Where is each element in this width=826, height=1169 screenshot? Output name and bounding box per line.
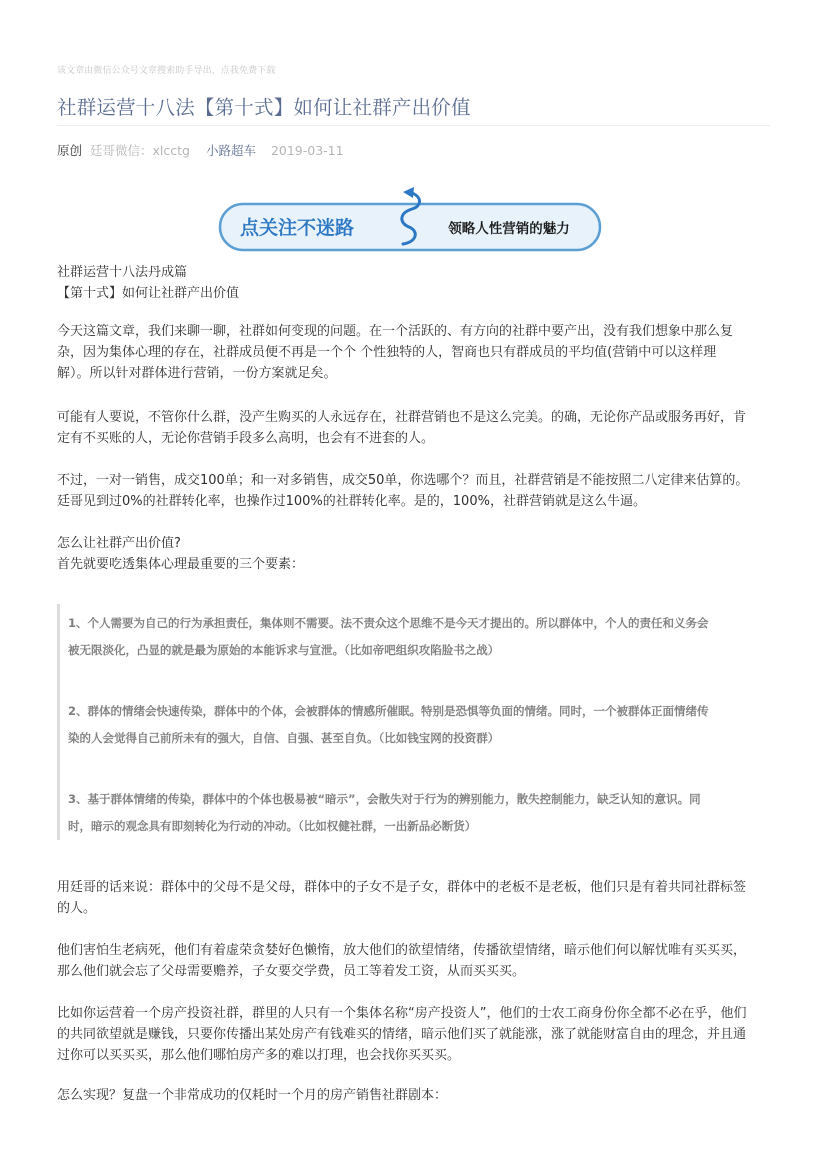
paragraph-example xyxy=(57,1003,769,1066)
text-line: 那么他们就会忘了父母需要赡养，子女要交学费，员工等着发工资，从而买买买。 xyxy=(57,964,526,979)
series-heading xyxy=(57,262,769,304)
paragraph-how xyxy=(57,1085,769,1106)
text-line: 比如你运营着一个房产投资社群，群里的人只有一个集体名称“房产投资人”，他们的士农工商身份你全都不必在乎，他们 xyxy=(57,1006,747,1021)
quote-point-3 xyxy=(68,786,770,840)
text-line: 的共同欲望就是赚钱，只要你传播出某处房产有钱难买的情绪，暗示他们买了就能涨，涨了就能财富自由的理念，并且通 xyxy=(57,1027,747,1042)
article-meta xyxy=(57,141,344,159)
blockquote-bar xyxy=(57,604,60,840)
quote-line: 时，暗示的观念具有即刻转化为行动的冲动。（比如权健社群，一出新品必断货） xyxy=(68,819,477,833)
author-name: 廷哥微信：xlcctg xyxy=(90,143,190,158)
text-line: 可能有人要说，不管你什么群，没产生购买的人永远存在，社群营销也不是这么完美。的确，无论你产品或服务再好，肯 xyxy=(57,410,747,425)
text-line: 怎么实现？复盘一个非常成功的仅耗时一个月的房产销售社群剧本： xyxy=(57,1088,448,1103)
quote-line: 2、群体的情绪会快速传染，群体中的个体，会被群体的情感所催眠。特别是恐惧等负面的情绪。同时，一个被群体正面情绪传 xyxy=(68,704,709,718)
original-tag: 原创 xyxy=(57,143,83,158)
publish-date: 2019-03-11 xyxy=(270,143,344,158)
text-line: 首先就要吃透集体心理最重要的三个要素： xyxy=(57,557,305,572)
text-line: 解）。所以针对群体进行营销，一份方案就足矣。 xyxy=(57,366,337,381)
text-line: 怎么让社群产出价值? xyxy=(57,536,181,551)
text-line: 用廷哥的话来说：群体中的父母不是父母，群体中的子女不是子女，群体中的老板不是老板，他们只是有着共同社群标签 xyxy=(57,880,747,895)
quote-line: 3、基于群体情绪的传染，群体中的个体也极易被“暗示”，会散失对于行为的辨别能力，散失控制能力，缺乏认知的意识。同 xyxy=(68,792,701,806)
quote-line: 1、个人需要为自己的行为承担责任，集体则不需要。法不责众这个思维不是今天才提出的。所以群体中，个人的责任和义务会 xyxy=(68,616,709,630)
text-line: 不过，一对一销售，成交100单；和一对多销售，成交50单，你选哪个？而且，社群营销是不能按照二八定律来估算的。 xyxy=(57,473,749,488)
text-line: 定有不买账的人，无论你营销手段多么高明，也会有不进套的人。 xyxy=(57,431,435,446)
text-line: 杂，因为集体心理的存在，社群成员便不再是一个个 个性独特的人，智商也只有群成员的平均值(营销中可以这样理 xyxy=(57,345,717,360)
paragraph-conversion xyxy=(57,470,769,512)
text-line: 的人。 xyxy=(57,901,97,916)
text-line: 今天这篇文章，我们来聊一聊，社群如何变现的问题。在一个活跃的、有方向的社群中要产出，没有我们想象中那么复 xyxy=(57,324,734,339)
follow-banner xyxy=(217,187,603,253)
text-line: 过你可以买买买，那么他们哪怕房产多的难以打理，也会找你买买买。 xyxy=(57,1048,461,1063)
quote-line: 染的人会觉得自己前所未有的强大，自信、自强、甚至自负。（比如钱宝网的投资群） xyxy=(68,731,500,745)
account-link[interactable]: 小路超车 xyxy=(205,143,256,158)
text-line: 廷哥见到过0%的社群转化率，也操作过100%的社群转化率。是的，100%，社群营销就是这么牛逼。 xyxy=(57,494,646,509)
banner-right-text: 领略人性营销的魅力 xyxy=(448,221,570,237)
title-divider xyxy=(57,125,770,126)
export-watermark-link[interactable]: 该文章由微信公众号文章搜索助手导出，点我免费下载 xyxy=(57,66,276,76)
quote-line: 被无限淡化，凸显的就是最为原始的本能诉求与宣泄。（比如帝吧组织攻陷脸书之战） xyxy=(68,643,500,657)
article-title: 社群运营十八法【第十式】如何让社群产出价值 xyxy=(57,96,471,119)
series-line: 社群运营十八法丹成篇 xyxy=(57,265,188,280)
paragraph-quote-tingge xyxy=(57,877,769,919)
banner-left-text: 点关注不迷路 xyxy=(239,217,355,239)
series-line: 【第十式】如何让社群产出价值 xyxy=(57,286,240,301)
paragraph-question xyxy=(57,533,769,575)
paragraph-objection xyxy=(57,407,769,449)
quote-point-1 xyxy=(68,610,770,664)
paragraph-intro xyxy=(57,321,769,384)
text-line: 他们害怕生老病死，他们有着虚荣贪婪好色懒惰，放大他们的欲望情绪，传播欲望情绪，暗示他们何以解忧唯有买买买， xyxy=(57,943,747,958)
quote-point-2 xyxy=(68,698,770,752)
paragraph-desires xyxy=(57,940,769,982)
